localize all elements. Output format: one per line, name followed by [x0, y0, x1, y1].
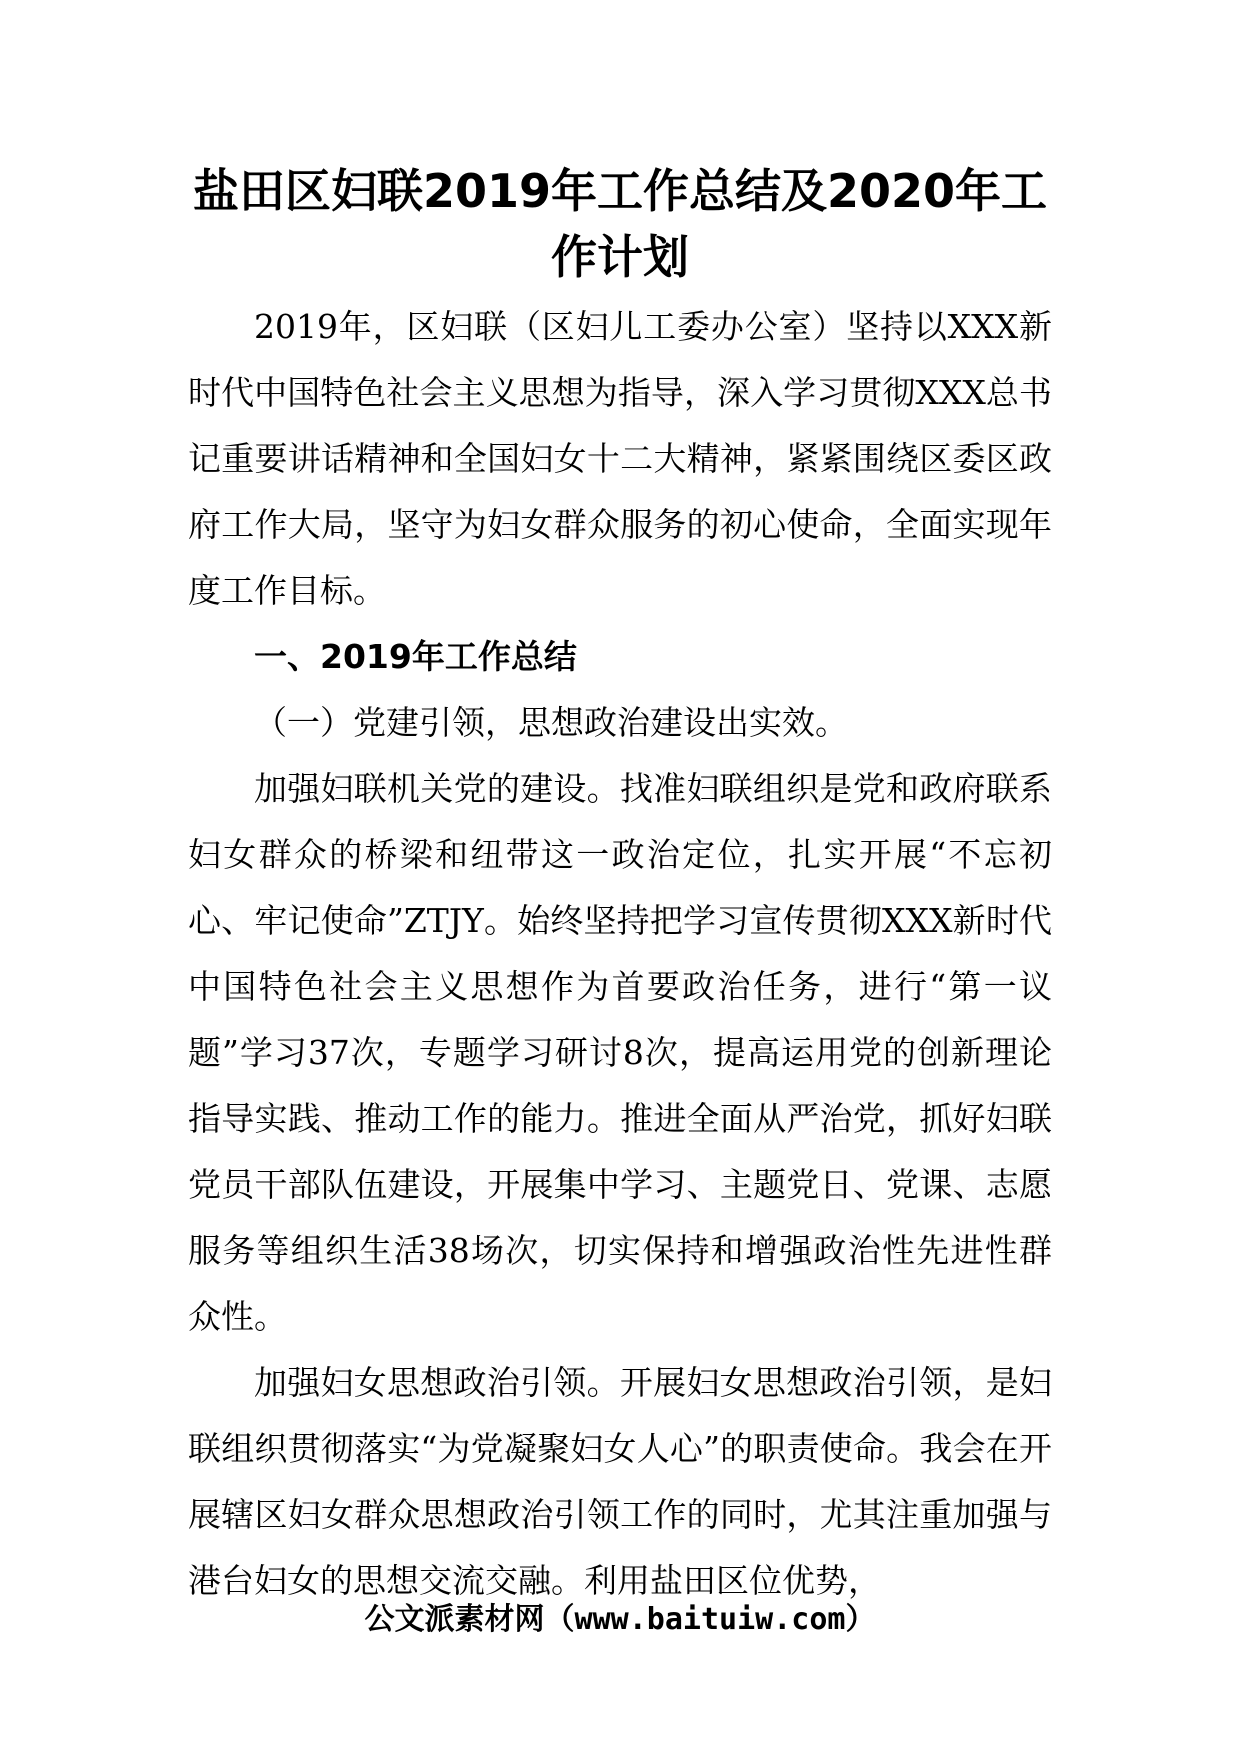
body-paragraph: 加强妇女思想政治引领。开展妇女思想政治引领，是妇联组织贯彻落实“为党凝聚妇女人心”的职责使命。我会在开展辖区妇女群众思想政治引领工作的同时，尤其注重加强与港台妇女的思想交流交融。利用盐田区位优势，	[188, 1363, 1052, 1600]
document-title: 盐田区妇联2019年工作总结及2020年工作计划	[192, 164, 1048, 284]
section-heading: 一、2019年工作总结	[254, 637, 577, 676]
intro-paragraph: 2019年，区妇联（区妇儿工委办公室）坚持以XXX新时代中国特色社会主义思想为指导，深入学习贯彻XXX总书记重要讲话精神和全国妇女十二大精神，紧紧围绕区委区政府工作大局，坚守为妇女群众服务的初心使命，全面实现年度工作目标。	[188, 307, 1052, 610]
footer-source: 公文派素材网（www.baituiw.com）	[364, 1602, 876, 1637]
subsection-heading: （一）党建引领，思想政治建设出实效。	[254, 703, 848, 742]
body-paragraph: 加强妇联机关党的建设。找准妇联组织是党和政府联系妇女群众的桥梁和纽带这一政治定位，扎实开展“不忘初心、牢记使命”ZTJY。始终坚持把学习宣传贯彻XXX新时代中国特色社会主义思想作为首要政治任务，进行“第一议题”学习37次，专题学习研讨8次，提高运用党的创新理论指导实践、推动工作的能力。推进全面从严治党，抓好妇联党员干部队伍建设，开展集中学习、主题党日、党课、志愿服务等组织生活38场次，切实保持和增强政治性先进性群众性。	[188, 769, 1052, 1336]
document-body	[188, 294, 1052, 1614]
